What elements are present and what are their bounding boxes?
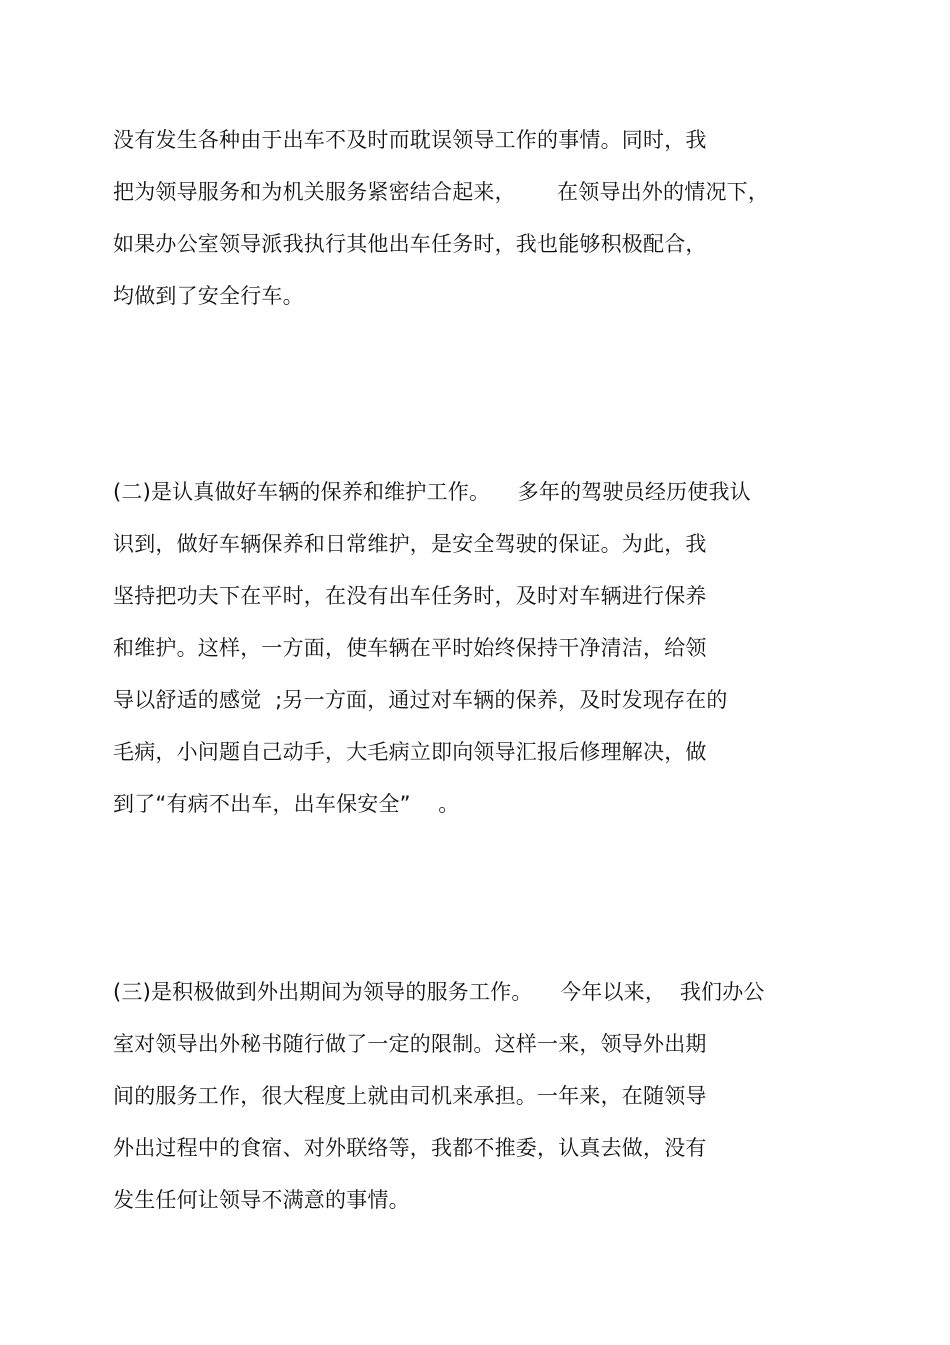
paragraph-2 <box>113 466 751 830</box>
text-line: 外出过程中的食宿、对外联络等，我都不推委，认真去做，没有 <box>113 1136 707 1160</box>
text-line: 如果办公室领导派我执行其他出车任务时，我也能够积极配合， <box>113 232 707 256</box>
text-line: 没有发生各种由于出车不及时而耽误领导工作的事情。同时，我 <box>113 128 707 152</box>
text-line: (三)是积极做到外出期间为领导的服务工作。 今年以来， 我们办公 <box>113 980 765 1004</box>
text-line: 和维护。这样，一方面，使车辆在平时始终保持干净清洁，给领 <box>113 636 707 660</box>
text-line: 导以舒适的感觉 ;另一方面，通过对车辆的保养，及时发现存在的 <box>113 688 728 712</box>
text-line: 识到，做好车辆保养和日常维护，是安全驾驶的保证。为此，我 <box>113 532 707 556</box>
text-line: 发生任何让领导不满意的事情。 <box>113 1188 410 1212</box>
paragraph-1 <box>113 114 769 322</box>
text-line: 毛病，小问题自己动手，大毛病立即向领导汇报后修理解决，做 <box>113 740 707 764</box>
text-line: 均做到了安全行车。 <box>113 284 304 308</box>
text-line: 把为领导服务和为机关服务紧密结合起来， 在领导出外的情况下， <box>113 180 770 204</box>
text-line: (二)是认真做好车辆的保养和维护工作。 多年的驾驶员经历使我认 <box>113 480 751 504</box>
text-line: 到了“有病不出车，出车保安全” 。 <box>113 792 460 816</box>
text-line: 间的服务工作，很大程度上就由司机来承担。一年来，在随领导 <box>113 1084 707 1108</box>
text-line: 室对领导出外秘书随行做了一定的限制。这样一来，领导外出期 <box>113 1032 707 1056</box>
text-line: 坚持把功夫下在平时，在没有出车任务时，及时对车辆进行保养 <box>113 584 707 608</box>
paragraph-3 <box>113 966 765 1226</box>
